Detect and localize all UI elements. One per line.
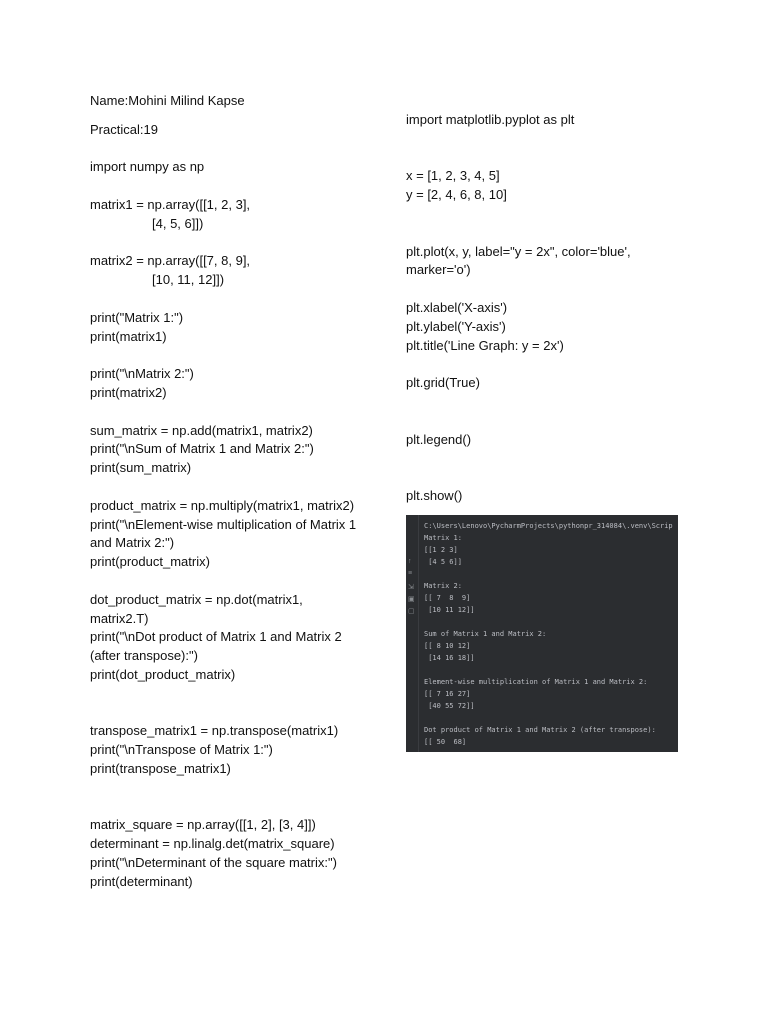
code-line: sum_matrix = np.add(matrix1, matrix2) (90, 422, 313, 438)
code-line: transpose_matrix1 = np.transpose(matrix1) (90, 723, 339, 739)
terminal-line: [[1 2 3] (424, 546, 458, 554)
right-code-column (406, 111, 686, 506)
code-line: print("\nDot product of Matrix 1 and Matrix 2 (90, 629, 342, 645)
print-icon: ▣ (408, 596, 415, 603)
code-line: and Matrix 2:") (90, 535, 175, 551)
code-line: dot_product_matrix = np.dot(matrix1, (90, 591, 303, 607)
terminal-line: Dot product of Matrix 1 and Matrix 2 (after transpose): (424, 726, 656, 734)
terminal-line: [[ 8 10 12] (424, 642, 471, 650)
code-line: print(sum_matrix) (90, 460, 192, 476)
code-line: determinant = np.linalg.det(matrix_square) (90, 836, 335, 852)
terminal-line: [[ 7 16 27] (424, 690, 471, 698)
wrap-icon: ≡ (408, 570, 413, 577)
code-line: matrix2.T) (90, 610, 149, 626)
code-line: print(transpose_matrix1) (90, 760, 231, 776)
terminal-body (424, 520, 678, 748)
code-line: plt.xlabel('X-axis') (406, 299, 508, 315)
terminal-output-screenshot (406, 515, 678, 752)
terminal-line: [4 5 6]] (424, 558, 462, 566)
code-line: print("Matrix 1:") (90, 309, 184, 325)
code-line: x = [1, 2, 3, 4, 5] (406, 168, 500, 184)
code-line: [10, 11, 12]]) (152, 272, 225, 288)
left-code-column (90, 92, 380, 891)
code-line: print(matrix1) (90, 328, 167, 344)
code-line: print("\nElement-wise multiplication of Matrix 1 (90, 516, 357, 532)
terminal-gutter (406, 515, 419, 752)
terminal-line: [[ 50 68] (424, 738, 467, 746)
code-line: matrix_square = np.array([[1, 2], [3, 4]]) (90, 817, 316, 833)
code-line: (after transpose):") (90, 648, 198, 664)
code-line: marker='o') (406, 262, 471, 278)
practical-number: Practical:19 (90, 121, 158, 137)
scroll-icon: ⇲ (408, 584, 414, 591)
code-line: matrix2 = np.array([[7, 8, 9], (90, 253, 251, 269)
code-line: print("\nSum of Matrix 1 and Matrix 2:") (90, 441, 314, 457)
up-arrow-icon: ↑ (408, 558, 412, 565)
code-line: plt.title('Line Graph: y = 2x') (406, 337, 564, 353)
code-line: print(product_matrix) (90, 554, 210, 570)
code-line: [4, 5, 6]]) (152, 215, 204, 231)
code-line: plt.ylabel('Y-axis') (406, 318, 506, 334)
terminal-line: [[ 7 8 9] (424, 594, 471, 602)
code-line: print("\nTranspose of Matrix 1:") (90, 742, 273, 758)
code-line: print(dot_product_matrix) (90, 666, 236, 682)
code-line: print(matrix2) (90, 384, 167, 400)
terminal-line: Element-wise multiplication of Matrix 1 and Matrix 2: (424, 678, 648, 686)
code-line: import numpy as np (90, 159, 205, 175)
terminal-path: C:\Users\Lenovo\PycharmProjects\pythonpr_314084\.venv\Scrip (424, 522, 673, 530)
trash-icon: ▢ (408, 608, 415, 615)
code-line: plt.legend() (406, 431, 472, 447)
code-line: matrix1 = np.array([[1, 2, 3], (90, 196, 251, 212)
code-line: plt.plot(x, y, label="y = 2x", color='blue', (406, 243, 631, 259)
code-line: import matplotlib.pyplot as plt (406, 112, 575, 127)
terminal-line: [40 55 72]] (424, 702, 475, 710)
code-line: print("\nDeterminant of the square matrix:") (90, 854, 337, 870)
terminal-line: Sum of Matrix 1 and Matrix 2: (424, 630, 547, 638)
code-line: print(determinant) (90, 873, 193, 889)
terminal-line: Matrix 2: (424, 582, 462, 590)
code-line: product_matrix = np.multiply(matrix1, matrix2) (90, 497, 355, 513)
code-line: plt.grid(True) (406, 375, 480, 391)
terminal-line: Matrix 1: (424, 534, 462, 542)
terminal-line: [14 16 18]] (424, 654, 475, 662)
author-name: Name:Mohini Milind Kapse (90, 93, 245, 108)
code-line: print("\nMatrix 2:") (90, 366, 194, 382)
code-line: y = [2, 4, 6, 8, 10] (406, 187, 507, 203)
terminal-line: [10 11 12]] (424, 606, 475, 614)
code-line: plt.show() (406, 487, 463, 503)
